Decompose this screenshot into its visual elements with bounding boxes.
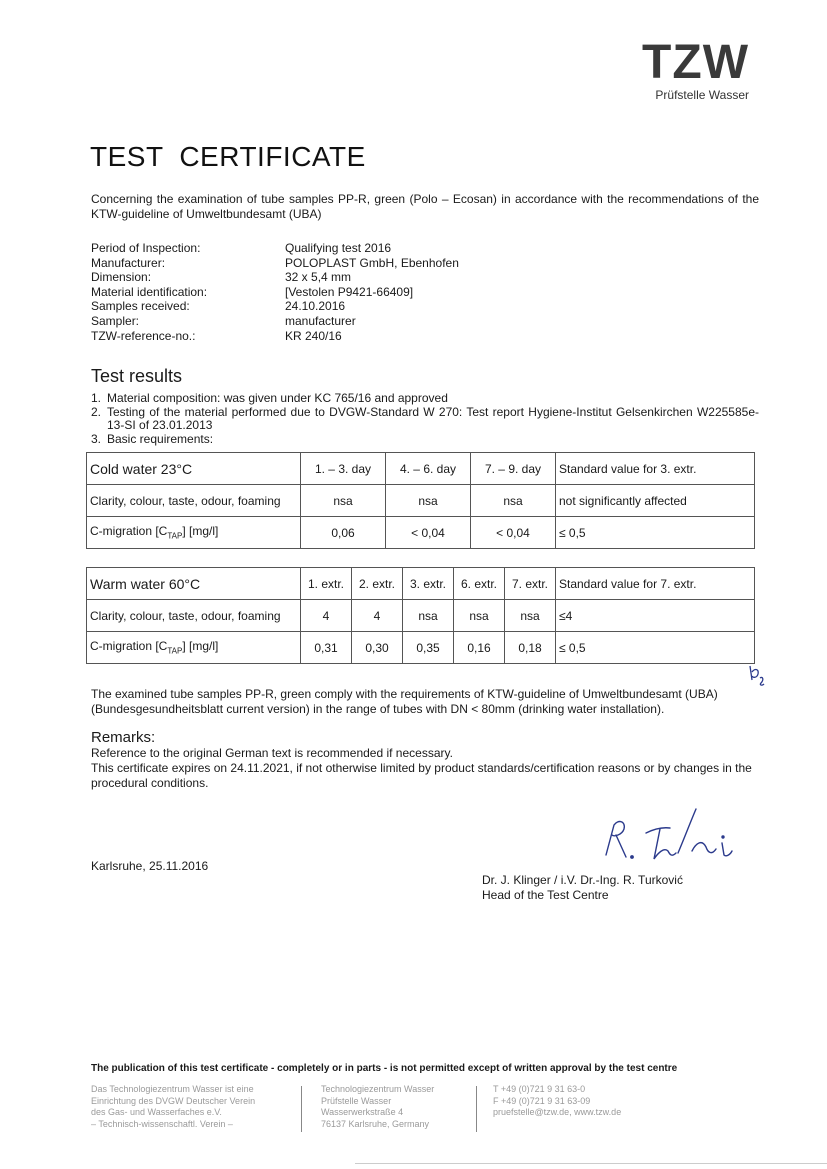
table-header-cell: 6. extr.: [454, 568, 505, 600]
list-item-text: Testing of the material performed due to DVGW-Standard W 270: Test report Hygiene-Institut Gelsenkirchen W225585e-13-SI of 23.01.2013: [107, 404, 759, 432]
table-header-cell: 3. extr.: [403, 568, 454, 600]
table-header-cell: 7. extr.: [505, 568, 556, 600]
table-cell: nsa: [454, 600, 505, 632]
signer-name: Dr. J. Klinger / i.V. Dr.-Ing. R. Turković: [482, 873, 683, 887]
table-header-row: [87, 453, 755, 485]
table-cell: [87, 517, 301, 549]
publication-notice: The publication of this test certificate - completely or in parts - is not permitted except of written approval by the test centre: [91, 1063, 678, 1074]
migration-label-pre: C-migration [C: [90, 524, 168, 539]
list-item: [91, 406, 759, 433]
migration-label-sub: TAP: [167, 531, 183, 541]
remarks-heading: Remarks:: [91, 729, 156, 746]
table-cell: 0,30: [352, 632, 403, 664]
detail-value: manufacturer: [285, 313, 356, 328]
detail-label: Samples received:: [91, 299, 190, 314]
footer-column-address: [321, 1084, 434, 1130]
table-cell: 0,06: [301, 517, 386, 549]
table-cell: 0,16: [454, 632, 505, 664]
detail-label: Sampler:: [91, 313, 140, 328]
intro-text: Concerning the examination of tube samples PP-R, green (Polo – Ecosan) in accordance with the recommendations of the KTW-guideline of Umweltbundesamt (UBA): [91, 192, 759, 221]
compliance-statement: The examined tube samples PP-R, green comply with the requirements of KTW-guideline of Umweltbundesamt (UBA) (Bundesgesundheitsblatt current version) in the range of tubes with DN < 80mm (drinking water installation).: [91, 687, 718, 716]
footer-line: Wasserwerkstraße 4: [321, 1107, 404, 1117]
table-cell: 0,35: [403, 632, 454, 664]
place-date: Karlsruhe, 25.11.2016: [91, 859, 209, 873]
table-cell: ≤4: [556, 600, 755, 632]
migration-label-sub: TAP: [167, 646, 183, 656]
detail-row-dimension: [91, 270, 459, 285]
results-list: [91, 392, 759, 446]
table-header-row: [87, 568, 755, 600]
footer-column-organization: [91, 1084, 255, 1130]
detail-row-manufacturer: [91, 256, 459, 271]
migration-label-pre: C-migration [C: [90, 639, 168, 654]
table-header-cell: 7. – 9. day: [471, 453, 556, 485]
logo-subtitle: Prüfstelle Wasser: [655, 88, 749, 102]
detail-row-inspection: [91, 241, 459, 256]
footer-divider: [301, 1086, 302, 1132]
footer-line: 76137 Karlsruhe, Germany: [321, 1118, 430, 1129]
table-cell: nsa: [301, 485, 386, 517]
footer-line: des Gas- und Wasserfaches e.V.: [91, 1107, 222, 1117]
list-item: [91, 392, 759, 406]
signer-block: [482, 873, 683, 903]
cold-water-table: [86, 452, 755, 549]
table-header-cell: Standard value for 7. extr.: [556, 568, 755, 600]
list-item-text: Material composition: was given under KC 765/16 and approved: [107, 391, 448, 405]
table-header-cell: 1. extr.: [301, 568, 352, 600]
table-cell: 0,31: [301, 632, 352, 664]
table-cell: < 0,04: [386, 517, 471, 549]
table-cell: < 0,04: [471, 517, 556, 549]
footer-line: Einrichtung des DVGW Deutscher Verein: [91, 1095, 256, 1106]
detail-label: TZW-reference-no.:: [91, 328, 196, 343]
detail-label: Manufacturer:: [91, 255, 166, 270]
warm-water-table: [86, 567, 755, 664]
detail-label: Dimension:: [91, 270, 152, 285]
page-title: TEST CERTIFICATE: [90, 141, 366, 172]
footer-line: F +49 (0)721 9 31 63-09: [493, 1095, 591, 1106]
table-header-cell: Standard value for 3. extr.: [556, 453, 755, 485]
footer-line: Das Technologiezentrum Wasser ist eine: [91, 1084, 254, 1094]
list-item-number: 2.: [91, 404, 102, 419]
detail-row-sampler: [91, 314, 459, 329]
detail-label: Material identification:: [91, 284, 208, 299]
footer-line: T +49 (0)721 9 31 63-0: [493, 1084, 586, 1094]
results-heading: Test results: [91, 366, 183, 386]
migration-label-post: ] [mg/l]: [182, 639, 219, 654]
table-cell: ≤ 0,5: [556, 632, 755, 664]
footer-line: Prüfstelle Wasser: [321, 1095, 392, 1106]
detail-value: 32 x 5,4 mm: [285, 270, 352, 285]
table-cell: nsa: [471, 485, 556, 517]
table-cell: nsa: [403, 600, 454, 632]
detail-row-samples-received: [91, 299, 459, 314]
table-header-cell: 2. extr.: [352, 568, 403, 600]
table-cell: 0,18: [505, 632, 556, 664]
tzw-logo: [642, 36, 749, 102]
table-header-cell: 1. – 3. day: [301, 453, 386, 485]
table-cell: nsa: [386, 485, 471, 517]
detail-value: POLOPLAST GmbH, Ebenhofen: [285, 255, 459, 270]
remarks-line: Reference to the original German text is recommended if necessary.: [91, 746, 453, 760]
detail-value: [Vestolen P9421-66409]: [285, 284, 414, 299]
table-row: [87, 517, 755, 549]
list-item: [91, 433, 759, 447]
signer-title: Head of the Test Centre: [482, 888, 609, 902]
list-item-number: 1.: [91, 391, 102, 405]
detail-row-reference: [91, 329, 459, 344]
logo-mark: TZW: [642, 36, 749, 89]
table-cell: ≤ 0,5: [556, 517, 755, 549]
detail-value: KR 240/16: [285, 328, 342, 343]
detail-row-material: [91, 285, 459, 300]
table-row: [87, 600, 755, 632]
table-header-cell: 4. – 6. day: [386, 453, 471, 485]
table-row: [87, 632, 755, 664]
table-header-cell: Warm water 60°C: [87, 568, 301, 600]
migration-label-post: ] [mg/l]: [182, 524, 219, 539]
table-cell: 4: [352, 600, 403, 632]
list-item-number: 3.: [91, 431, 102, 446]
detail-value: 24.10.2016: [285, 299, 346, 314]
details-block: [91, 241, 459, 343]
detail-label: Period of Inspection:: [91, 241, 201, 255]
remarks-line: This certificate expires on 24.11.2021, if not otherwise limited by product standards/certification reasons or by changes in the procedural conditions.: [91, 761, 752, 790]
handwritten-signature: [592, 803, 752, 868]
table-cell: Clarity, colour, taste, odour, foaming: [87, 485, 301, 517]
footer-line: – Technisch-wissenschaftl. Verein –: [91, 1118, 233, 1129]
table-cell: not significantly affected: [556, 485, 755, 517]
handwritten-initials: [746, 660, 766, 688]
footer-column-contact: [493, 1084, 621, 1119]
table-row: [87, 485, 755, 517]
table-cell: Clarity, colour, taste, odour, foaming: [87, 600, 301, 632]
list-item-text: Basic requirements:: [107, 431, 214, 446]
footer-line: pruefstelle@tzw.de, www.tzw.de: [493, 1107, 622, 1117]
detail-value: Qualifying test 2016: [285, 241, 392, 255]
table-cell: nsa: [505, 600, 556, 632]
footer-line: Technologiezentrum Wasser: [321, 1084, 435, 1094]
remarks-text: [91, 746, 759, 791]
bottom-rule: [355, 1163, 827, 1164]
table-header-cell: Cold water 23°C: [87, 453, 301, 485]
table-cell: 4: [301, 600, 352, 632]
footer-divider: [476, 1086, 477, 1132]
table-cell: [87, 632, 301, 664]
